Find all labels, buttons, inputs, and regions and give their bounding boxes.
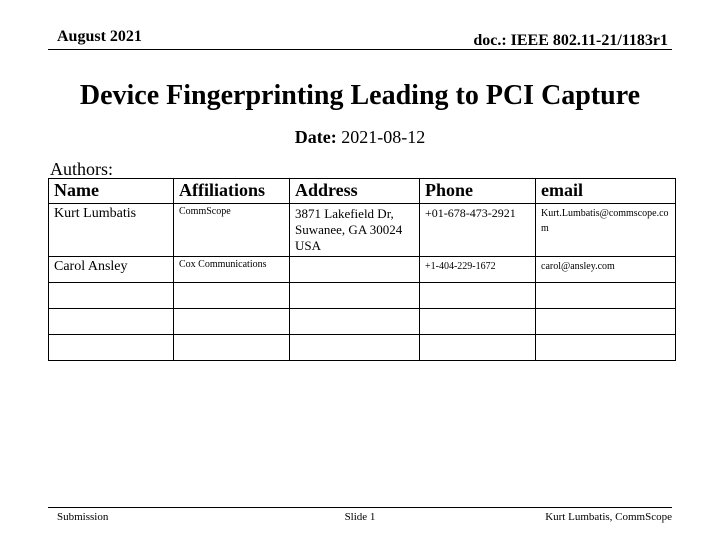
cell-email: Kurt.Lumbatis@commscope.com [536,204,676,257]
cell-email [536,309,676,335]
col-header-email: email [536,179,676,204]
col-header-address: Address [290,179,420,204]
footer-divider [48,507,672,508]
slide-title: Device Fingerprinting Leading to PCI Capture [79,80,641,111]
cell-phone: +01-678-473-2921 [420,204,536,257]
table-row [49,283,676,309]
col-header-name: Name [49,179,174,204]
cell-affiliation [174,283,290,309]
header-date: August 2021 [57,28,142,45]
cell-address: 3871 Lakefield Dr, Suwanee, GA 30024 USA [290,204,420,257]
date-line [0,127,720,148]
footer-submission: Submission [57,511,109,523]
cell-email: carol@ansley.com [536,257,676,283]
date-value: 2021-08-12 [341,127,426,147]
header-doc-id: doc.: IEEE 802.11-21/1183r1 [473,32,668,49]
cell-name [49,283,174,309]
authors-label: Authors: [50,159,113,179]
authors-table [48,178,676,361]
cell-affiliation: Cox Communications [174,257,290,283]
footer-slide-number: Slide 1 [344,511,376,523]
cell-name [49,309,174,335]
col-header-affiliations: Affiliations [174,179,290,204]
cell-name [49,335,174,361]
cell-address [290,257,420,283]
cell-email [536,283,676,309]
table-row [49,204,676,257]
cell-email [536,335,676,361]
cell-name: Kurt Lumbatis [49,204,174,257]
date-label: Date: [294,127,337,147]
table-row [49,257,676,283]
cell-affiliation: CommScope [174,204,290,257]
cell-address [290,335,420,361]
cell-affiliation [174,309,290,335]
cell-address [290,283,420,309]
cell-phone [420,335,536,361]
table-header-row [49,179,676,204]
cell-phone: +1-404-229-1672 [420,257,536,283]
cell-phone [420,283,536,309]
header-divider [48,49,672,50]
cell-address [290,309,420,335]
cell-name: Carol Ansley [49,257,174,283]
col-header-phone: Phone [420,179,536,204]
table-row [49,309,676,335]
footer-author: Kurt Lumbatis, CommScope [545,511,672,523]
cell-phone [420,309,536,335]
table-row [49,335,676,361]
cell-affiliation [174,335,290,361]
